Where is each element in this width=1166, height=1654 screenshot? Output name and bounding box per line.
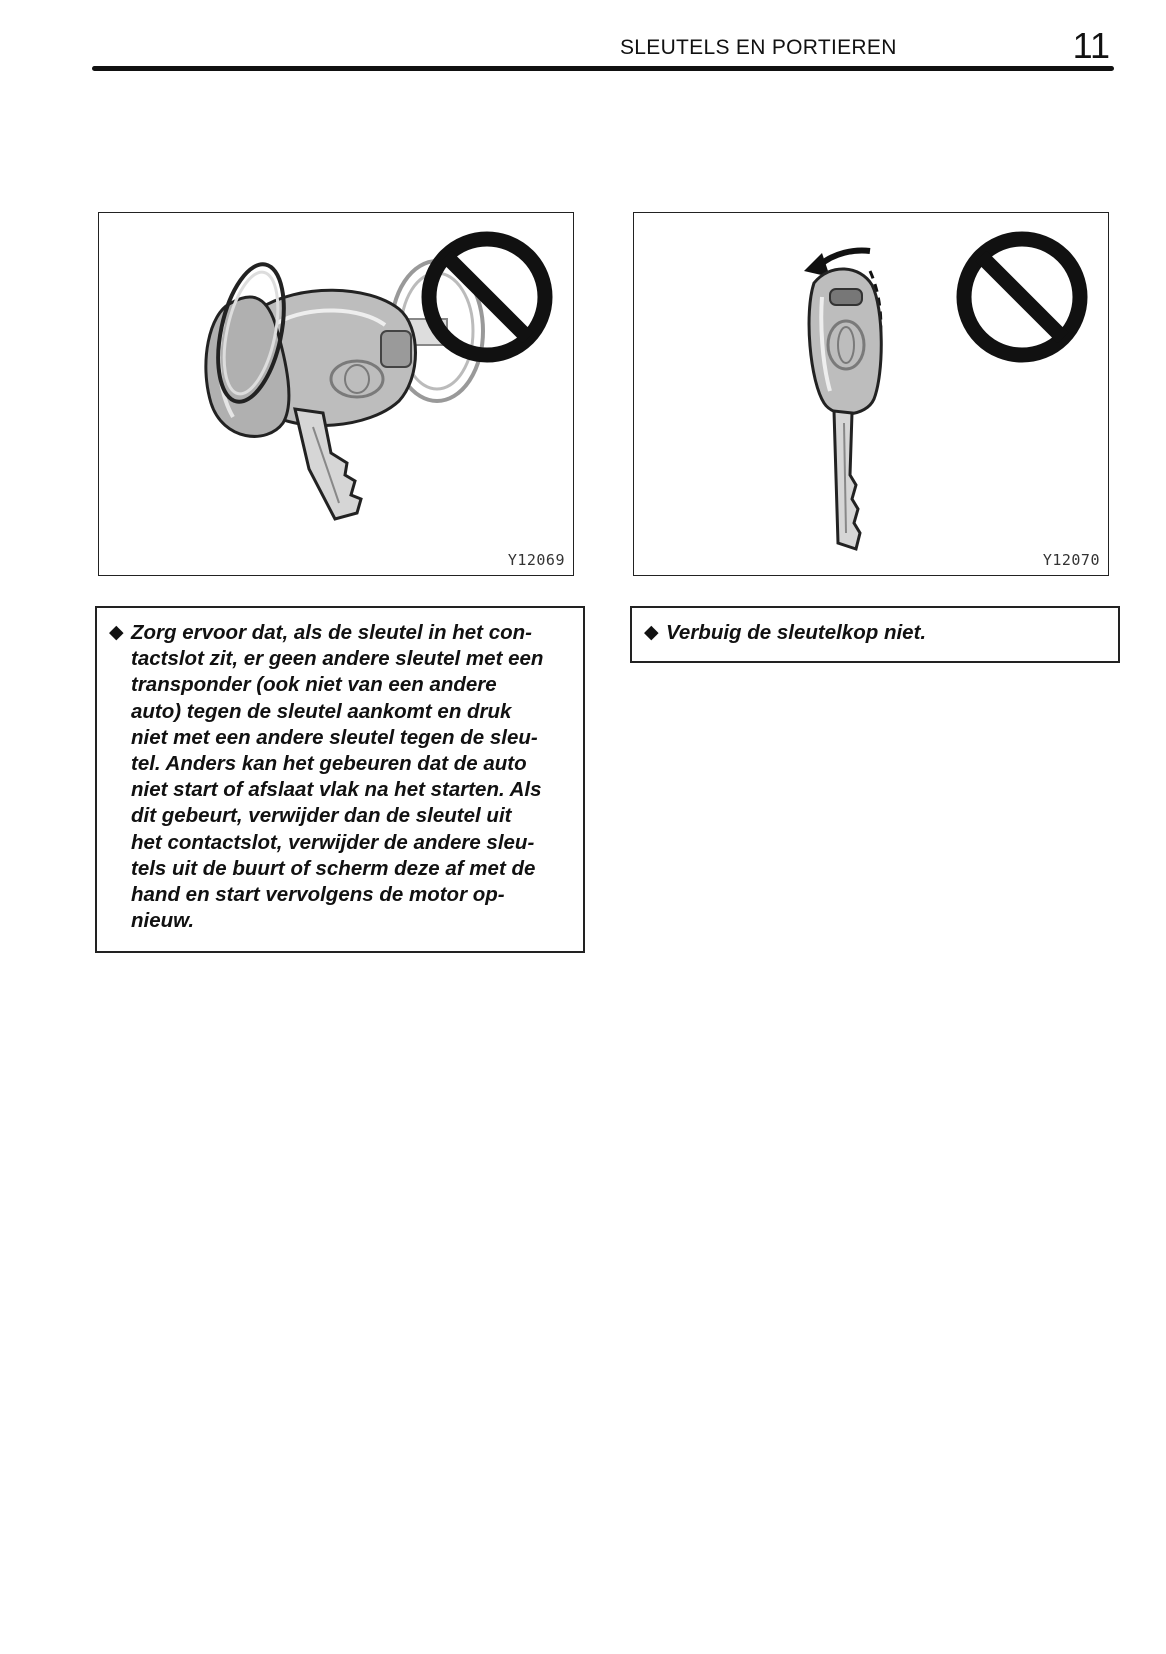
prohibition-icon (964, 239, 1080, 355)
figure-code: Y12070 (1042, 551, 1100, 569)
note-line: het contactslot, verwijder de andere sleu- (131, 830, 535, 854)
figure-key-bend-illustration (634, 213, 1108, 575)
note-line: niet met een andere sleutel tegen de sleu- (131, 725, 538, 749)
figure-key-transponder (98, 212, 574, 576)
note-line: Verbuig de sleutelkop niet. (666, 621, 927, 644)
note-line: auto) tegen de sleutel aankomt en druk (131, 699, 512, 723)
note-item (109, 620, 569, 934)
note-text (666, 620, 1104, 646)
note-item (644, 620, 1104, 646)
section-title: SLEUTELS EN PORTIEREN (620, 36, 897, 59)
note-line: tactslot zit, er geen andere sleutel met een (131, 647, 544, 671)
note-line: Zorg ervoor dat, als de sleutel in het con- (131, 621, 532, 644)
note-line: dit gebeurt, verwijder dan de sleutel uit (131, 804, 512, 828)
header-rule (92, 66, 1114, 71)
key-icon (809, 269, 881, 549)
note-bend-warning (630, 606, 1120, 663)
note-line: nieuw. (131, 909, 195, 933)
figure-key-bend (633, 212, 1109, 576)
note-line: transponder (ook niet van een andere (131, 673, 497, 697)
diamond-bullet-icon: ◆ (109, 622, 124, 643)
figure-key-transponder-illustration (99, 213, 573, 575)
key-ring-icon (206, 258, 295, 436)
note-text (131, 620, 569, 934)
prohibition-icon (429, 239, 545, 355)
note-line: tels uit de buurt of scherm deze af met de (131, 856, 536, 880)
note-transponder-warning (95, 606, 585, 953)
note-line: tel. Anders kan het gebeuren dat de auto (131, 752, 527, 776)
note-line: hand en start vervolgens de motor op- (131, 883, 505, 907)
diamond-bullet-icon: ◆ (644, 622, 659, 643)
note-line: niet start of afslaat vlak na het starten. Als (131, 778, 542, 802)
figure-code: Y12069 (507, 551, 565, 569)
page-number: 11 (1072, 25, 1110, 66)
